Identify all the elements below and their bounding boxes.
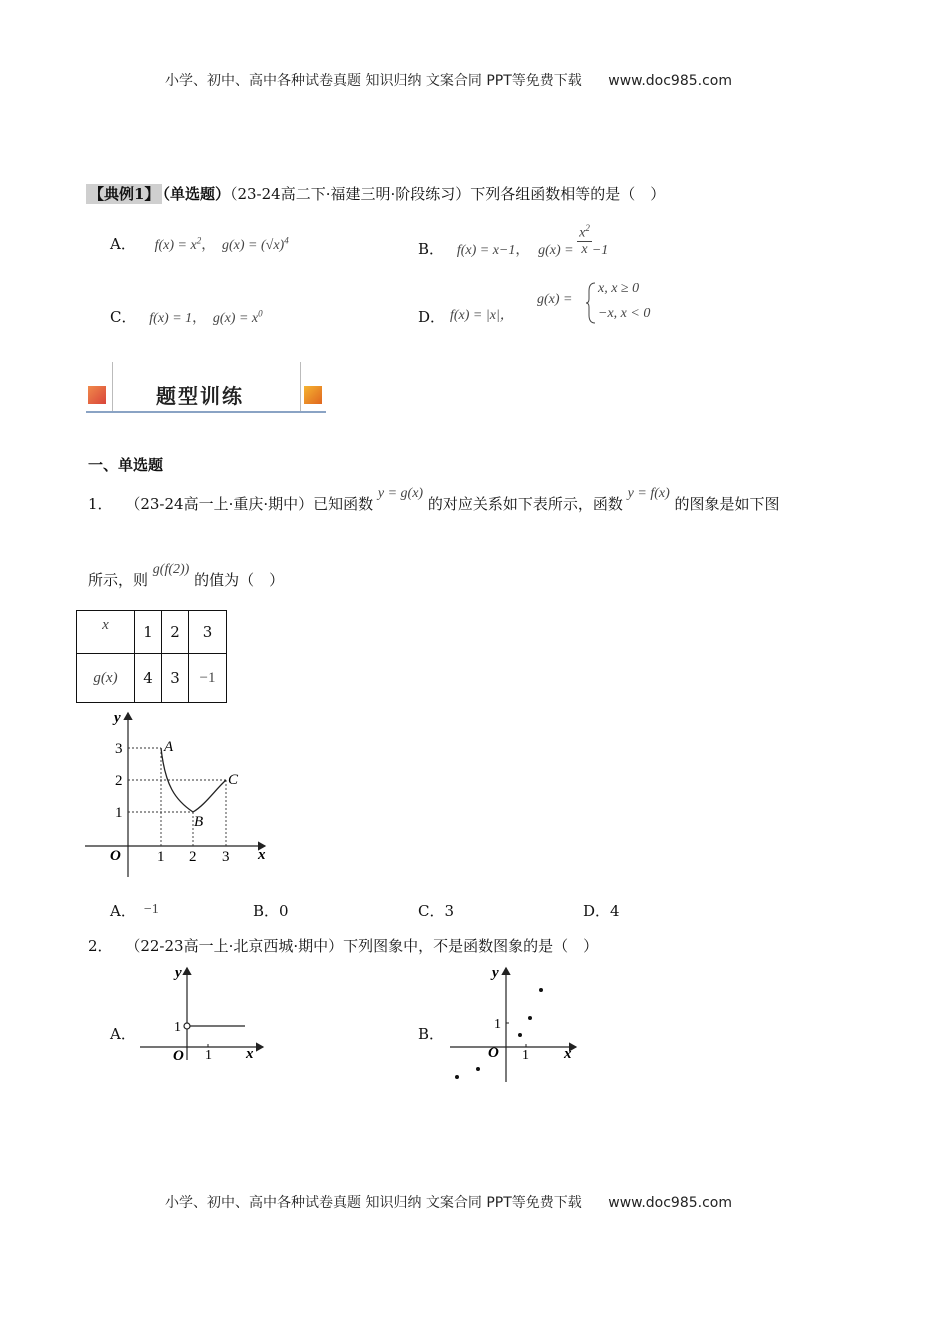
g-table (76, 610, 227, 703)
point-b-label: B (194, 814, 204, 830)
table-head-x: x (77, 611, 135, 654)
q1-line2: 所示，则 g(f(2)) 的值为（ ） (88, 562, 285, 589)
table-cell: 4 (135, 654, 162, 703)
q1-line1: 1． （23-24高一上·重庆·期中）已知函数 y = g(x) 的对应关系如下表所示，函数 y = f(x) 的图象是如下图 (88, 486, 780, 513)
y-tick-label: 3 (115, 741, 123, 757)
q1-number: 1． (88, 495, 113, 513)
q2-graph-b (440, 960, 590, 1085)
option-c-g: $g(x) = x^0$ (212, 308, 263, 326)
scatter-point (518, 1033, 522, 1037)
scatter-point (455, 1075, 459, 1079)
banner-left-square (88, 386, 106, 404)
q1-option-c: C．3 (418, 902, 455, 920)
example-type: （单选题） (162, 185, 230, 203)
example-option-a: A． $f(x) = x^2$， $g(x) = (√x)^4$ (110, 235, 289, 253)
option-c-label: C． (110, 308, 137, 326)
banner-right-line (300, 362, 301, 412)
table-cell: 2 (162, 611, 189, 654)
q1-option-d: D．4 (583, 902, 620, 920)
y-axis-label: y (114, 710, 121, 726)
option-b-g: g(x) = $\frac{x^2}{x}$ −1 (538, 223, 609, 259)
option-c-f: f(x) = 1 (149, 311, 193, 326)
table-cell: −1 (189, 654, 227, 703)
footer-site: www.doc985.com (608, 1195, 732, 1211)
origin-label: O (110, 848, 121, 864)
banner-left-line (112, 362, 113, 412)
table-cell: 3 (162, 654, 189, 703)
option-b-label: B． (418, 240, 445, 259)
example-question (86, 183, 665, 204)
q1-math-a: y = g(x) (377, 486, 424, 501)
x-axis-label: x (564, 1046, 572, 1062)
q1-math-c: g(f(2)) (152, 562, 190, 577)
y-tick-label: 2 (115, 773, 123, 789)
example-source: （23-24高二下·福建三明·阶段练习）下列各组函数相等的是（ ） (229, 185, 666, 203)
option-a-g: $g(x) = (√x)^4$ (222, 235, 289, 253)
scatter-point (476, 1067, 480, 1071)
open-circle (184, 1023, 190, 1029)
q2-option-a-label: A． (110, 1025, 136, 1043)
option-a-label: A． (110, 235, 136, 253)
y-axis-label: y (175, 965, 182, 981)
example-option-c: C． f(x) = 1， $g(x) = x^0$ (110, 308, 263, 326)
option-b-f: f(x) = x−1 (456, 243, 516, 259)
origin-label: O (173, 1048, 184, 1064)
option-a-f: $f(x) = x^2$ (154, 235, 202, 253)
table-head-gx: g(x) (77, 654, 135, 703)
y-tick-label: 1 (115, 805, 123, 821)
section-banner (86, 362, 326, 414)
q2-graph-a (135, 960, 275, 1065)
section-title: 一、单选题 (88, 456, 164, 474)
q2-option-b-label: B． (418, 1025, 445, 1043)
q1-option-b: B．0 (253, 902, 289, 920)
y-tick-label: 1 (494, 1017, 501, 1032)
piecewise-case-2: −x, x < 0 (598, 306, 651, 321)
q1-math-b: y = f(x) (627, 486, 670, 501)
table-row (77, 654, 227, 703)
x-tick-label: 1 (157, 849, 165, 865)
table-cell: 1 (135, 611, 162, 654)
point-c-label: C (228, 772, 239, 788)
example-option-b: B． f(x) = x−1， g(x) = $\frac{x^2}{x}$ −1 (418, 223, 609, 259)
x-tick-label: 3 (222, 849, 230, 865)
x-tick-label: 1 (205, 1048, 212, 1063)
origin-label: O (488, 1045, 499, 1061)
example-option-d-label: D． (418, 308, 446, 326)
header-text: 小学、初中、高中各种试卷真题 知识归纳 文案合同 PPT等免费下载 (165, 73, 582, 89)
y-tick-label: 1 (174, 1020, 181, 1035)
page-header (165, 70, 732, 90)
q2-text: 2． （22-23高一上·北京西城·期中）下列图象中，不是函数图象的是（ ） (88, 937, 599, 955)
scatter-point (528, 1016, 532, 1020)
q1-option-a: A． −1 (110, 902, 159, 920)
x-axis-label: x (246, 1046, 254, 1062)
option-d-f: f(x) = |x|， (450, 308, 514, 323)
footer-text: 小学、初中、高中各种试卷真题 知识归纳 文案合同 PPT等免费下载 (165, 1195, 582, 1211)
page-footer (165, 1192, 732, 1212)
option-d-g-prefix: g(x) = (537, 292, 573, 307)
scatter-point (539, 988, 543, 992)
piecewise-case-1: x, x ≥ 0 (598, 281, 640, 296)
table-cell: 3 (189, 611, 227, 654)
table-row (77, 611, 227, 654)
x-axis-label: x (258, 847, 266, 863)
banner-underline (86, 411, 326, 413)
banner-right-square (304, 386, 322, 404)
point-a-label: A (164, 739, 174, 755)
x-tick-label: 2 (189, 849, 197, 865)
q1-graph (80, 705, 280, 880)
header-site: www.doc985.com (608, 73, 732, 89)
example-tag: 【典例1】 (86, 184, 162, 204)
x-tick-label: 1 (522, 1048, 529, 1063)
piecewise-brace (585, 281, 597, 325)
banner-title: 题型训练 (156, 384, 244, 408)
q2-number: 2． (88, 937, 113, 955)
y-axis-label: y (492, 965, 499, 981)
